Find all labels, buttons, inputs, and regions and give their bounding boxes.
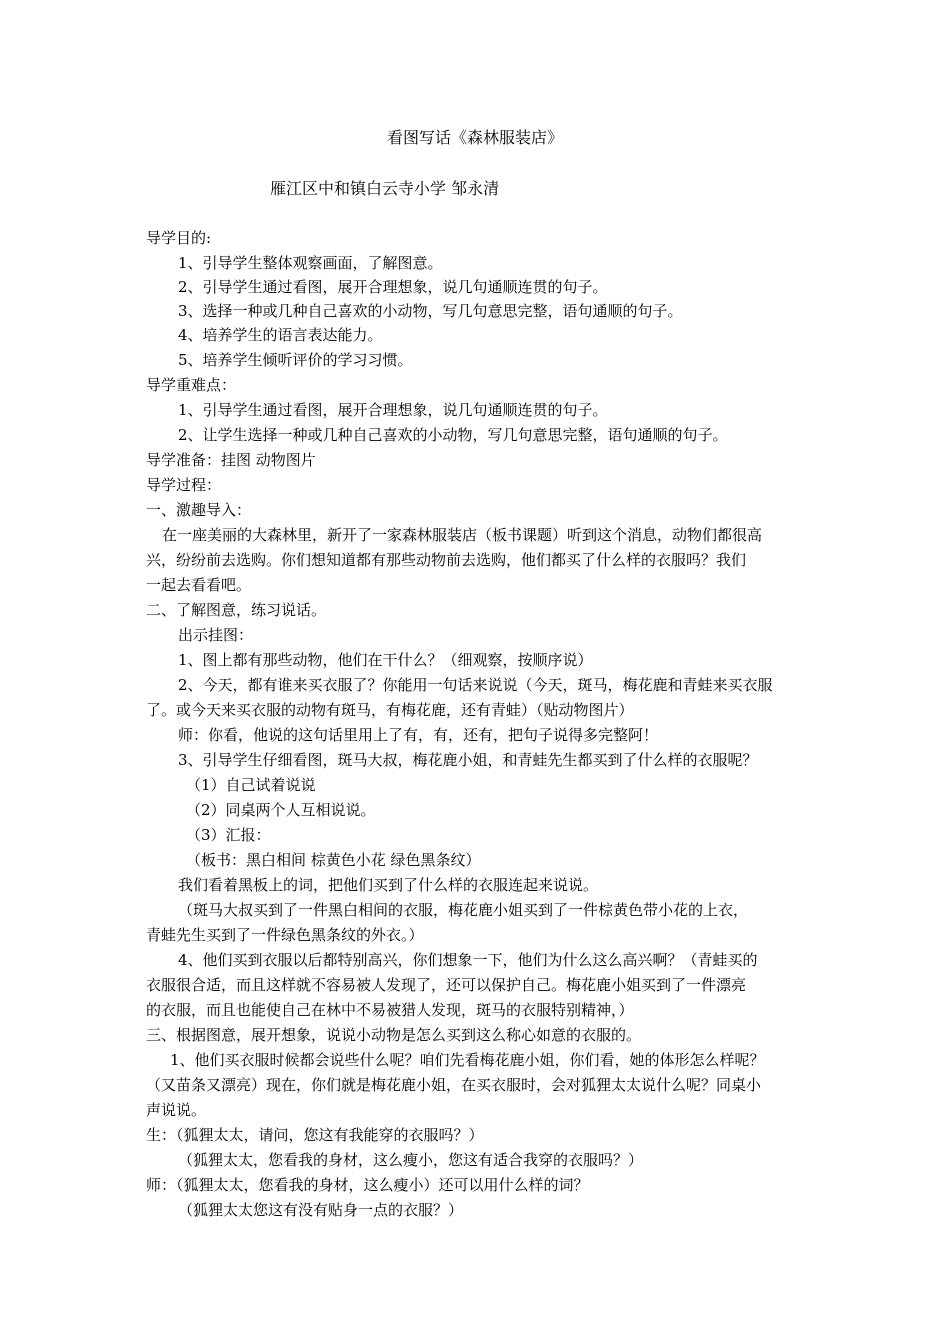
document-author: 雁江区中和镇白云寺小学 邹永清 (270, 179, 500, 198)
paragraph-line: 了。或今天来买衣服的动物有斑马，有梅花鹿，还有青蛙）（贴动物图片） (146, 701, 634, 719)
paragraph-line: 在一座美丽的大森林里，新开了一家森林服装店（板书课题）听到这个消息，动物们都很高 (162, 526, 763, 544)
paragraph-line: 我们看着黑板上的词，把他们买到了什么样的衣服连起来说说。 (178, 876, 599, 894)
paragraph-line: 3、引导学生仔细看图，斑马大叔，梅花鹿小姐，和青蛙先生都买到了什么样的衣服呢？ (178, 751, 758, 769)
paragraph-line: 2、今天，都有谁来买衣服了？你能用一句话来说说（今天，斑马，梅花鹿和青蛙来买衣服 (178, 676, 773, 694)
paragraph-line: 4、培养学生的语言表达能力。 (178, 326, 383, 344)
paragraph-line: 兴，纷纷前去选购。你们想知道都有那些动物前去选购，他们都买了什么样的衣服吗？我们 (146, 551, 747, 569)
paragraph-line: （斑马大叔买到了一件黑白相间的衣服，梅花鹿小姐买到了一件棕黄色带小花的上衣， (178, 901, 749, 919)
section-heading: 导学准备：挂图 动物图片 (146, 451, 316, 469)
paragraph-line: （1）自己试着说说 (186, 776, 316, 794)
paragraph-line: 声说说。 (146, 1101, 207, 1119)
paragraph-line: 3、选择一种或几种自己喜欢的小动物，写几句意思完整，语句通顺的句子。 (178, 302, 683, 320)
paragraph-line: 青蛙先生买到了一件绿色黑条纹的外衣。） (146, 926, 424, 944)
section-heading: 一、激趣导入： (146, 501, 252, 519)
document-title: 看图写话《森林服装店》 (386, 128, 563, 147)
paragraph-line: 4、他们买到衣服以后都特别高兴，你们想象一下，他们为什么这么高兴啊？（青蛙买的 (178, 951, 758, 969)
section-heading: 三、根据图意，展开想象，说说小动物是怎么买到这么称心如意的衣服的。 (146, 1026, 642, 1044)
paragraph-line: 的衣服，而且也能使自己在林中不易被猎人发现，斑马的衣服特别精神，） (146, 1001, 634, 1019)
paragraph-line: 1、他们买衣服时候都会说些什么呢？咱们先看梅花鹿小姐，你们看，她的体形怎么样呢？ (170, 1051, 765, 1069)
paragraph-line: 生：（狐狸太太，请问，您这有我能穿的衣服吗？） (146, 1126, 484, 1144)
paragraph-line: 衣服很合适，而且这样就不容易被人发现了，还可以保护自己。梅花鹿小姐买到了一件漂亮 (146, 976, 747, 994)
paragraph-line: （板书：黑白相间 棕黄色小花 绿色黑条纹） (186, 851, 481, 869)
paragraph-line: （又苗条又漂亮）现在，你们就是梅花鹿小姐，在买衣服时，会对狐狸太太说什么呢？同桌小 (146, 1076, 762, 1094)
paragraph-line: 1、引导学生通过看图，展开合理想象，说几句通顺连贯的句子。 (178, 401, 608, 419)
paragraph-line: 出示挂图： (178, 626, 254, 644)
paragraph-line: 师：（狐狸太太，您看我的身材，这么瘦小）还可以用什么样的词？ (146, 1176, 589, 1194)
paragraph-line: （2）同桌两个人互相说说。 (186, 801, 376, 819)
paragraph-line: 1、引导学生整体观察画面，了解图意。 (178, 254, 443, 272)
paragraph-line: 2、引导学生通过看图，展开合理想象，说几句通顺连贯的句子。 (178, 278, 608, 296)
paragraph-line: （狐狸太太，您看我的身材，这么瘦小，您这有适合我穿的衣服吗？） (178, 1151, 644, 1169)
paragraph-line: 5、培养学生倾听评价的学习习惯。 (178, 351, 413, 369)
paragraph-line: （3）汇报： (186, 826, 271, 844)
paragraph-line: 师：你看，他说的这句话里用上了有，有，还有，把句子说得多完整阿！ (178, 726, 659, 744)
section-heading: 导学目的: (146, 229, 212, 247)
section-heading: 导学过程： (146, 476, 222, 494)
section-heading: 导学重难点： (146, 376, 237, 394)
paragraph-line: 1、图上都有那些动物，他们在干什么？（细观察，按顺序说） (178, 651, 593, 669)
paragraph-line: （狐狸太太您这有没有贴身一点的衣服？） (178, 1201, 464, 1219)
section-heading: 二、了解图意，练习说话。 (146, 601, 327, 619)
paragraph-line: 一起去看看吧。 (146, 576, 252, 594)
paragraph-line: 2、让学生选择一种或几种自己喜欢的小动物，写几句意思完整，语句通顺的句子。 (178, 426, 728, 444)
